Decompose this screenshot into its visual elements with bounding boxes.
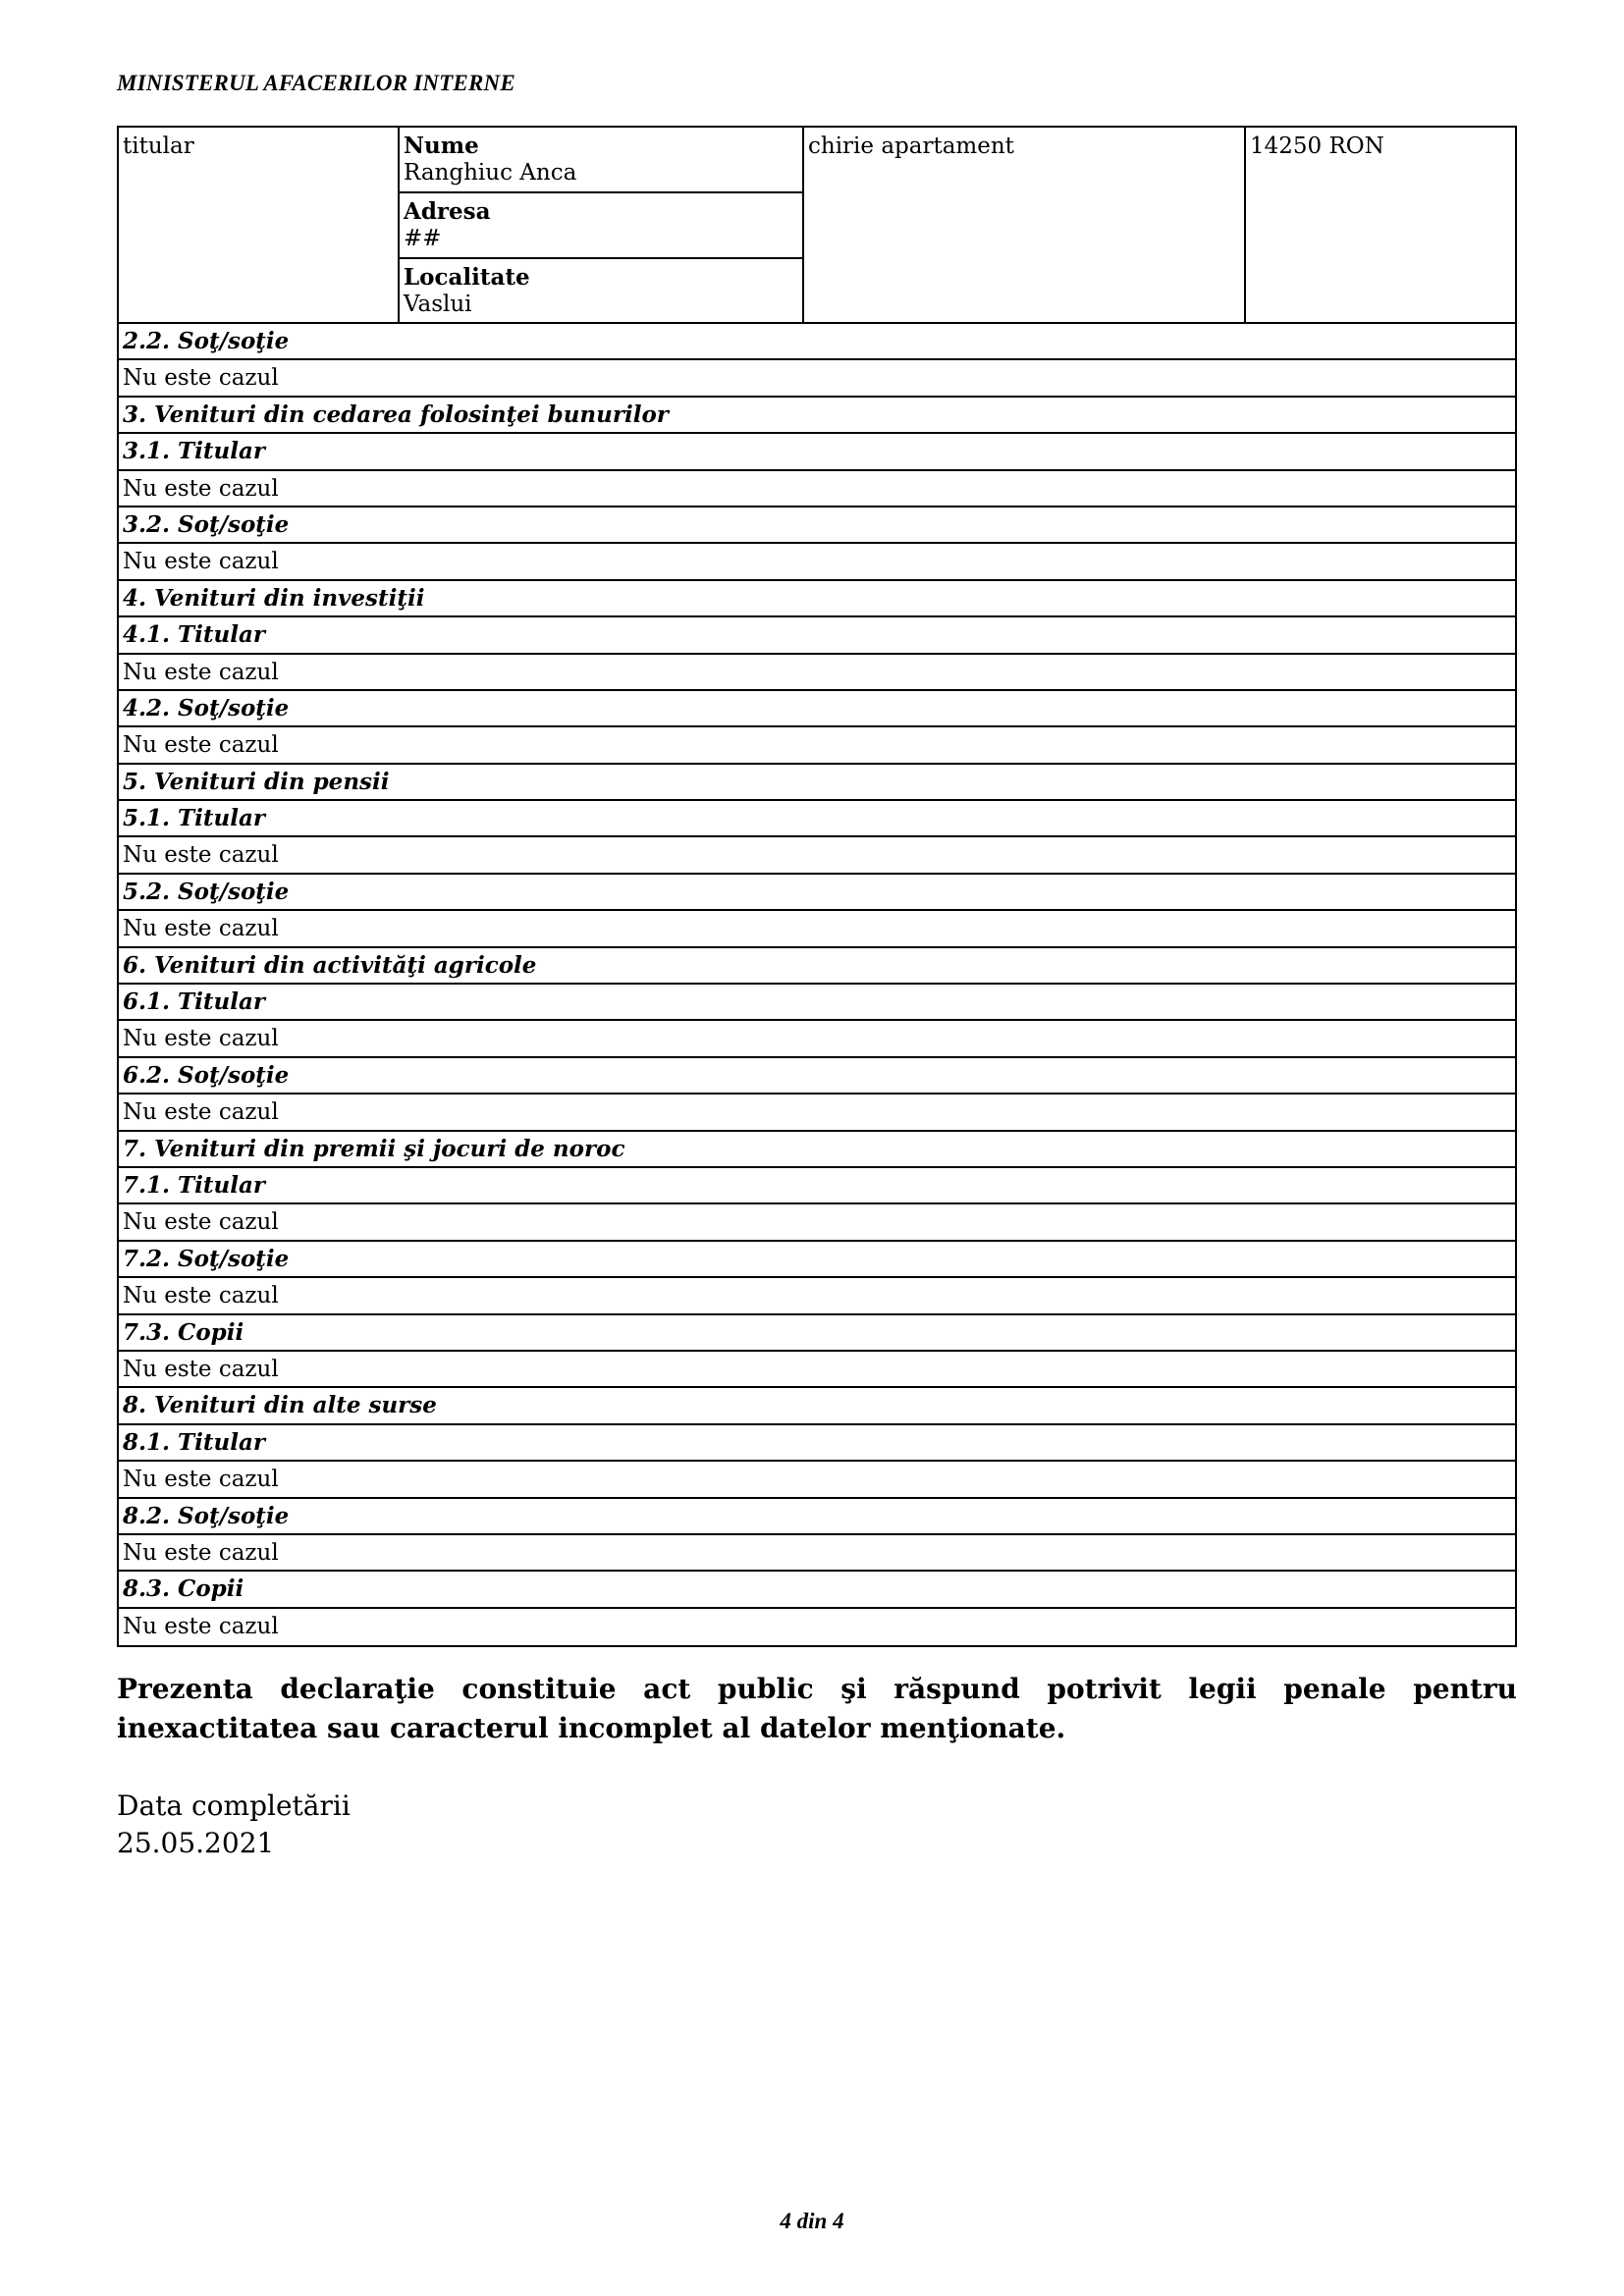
- source-locality-cell: [400, 259, 802, 322]
- completion-date-value: 25.05.2021: [117, 1827, 275, 1859]
- table-row: Nu este cazul: [119, 911, 1515, 947]
- section-heading-row: 5. Venituri din pensii: [119, 765, 1515, 801]
- source-name-label: Nume: [404, 133, 479, 159]
- document-header: MINISTERUL AFACERILOR INTERNE: [117, 71, 515, 95]
- income-sections-table: [117, 324, 1517, 1647]
- section-heading-row: 7.1. Titular: [119, 1168, 1515, 1204]
- section-heading-row: 5.1. Titular: [119, 801, 1515, 837]
- section-heading-row: 4.2. Soţ/soţie: [119, 691, 1515, 727]
- income-source-cell: [400, 128, 804, 322]
- section-heading-row: 6.1. Titular: [119, 985, 1515, 1021]
- table-row: Nu este cazul: [119, 1352, 1515, 1388]
- service-value: chirie apartament: [808, 133, 1014, 159]
- section-heading-row: 7. Venituri din premii şi jocuri de noroc: [119, 1132, 1515, 1168]
- section-heading-row: 2.2. Soţ/soţie: [119, 324, 1515, 360]
- source-name-cell: [400, 128, 802, 193]
- source-name-value: Ranghiuc Anca: [404, 160, 577, 186]
- section-heading-row: 8.1. Titular: [119, 1425, 1515, 1462]
- source-address-cell: [400, 193, 802, 259]
- table-row: Nu este cazul: [119, 1021, 1515, 1057]
- page-number: 4 din 4: [780, 2209, 844, 2233]
- income-source-table: [117, 126, 1517, 324]
- table-row: Nu este cazul: [119, 727, 1515, 764]
- section-heading-row: 4. Venituri din investiţii: [119, 581, 1515, 617]
- section-heading-row: 8.3. Copii: [119, 1572, 1515, 1608]
- section-heading-row: 6. Venituri din activităţi agricole: [119, 948, 1515, 985]
- table-row: Nu este cazul: [119, 544, 1515, 580]
- beneficiary-value: titular: [123, 133, 194, 159]
- table-row: Nu este cazul: [119, 837, 1515, 874]
- section-heading-row: 8. Venituri din alte surse: [119, 1388, 1515, 1424]
- section-heading-row: 7.3. Copii: [119, 1315, 1515, 1352]
- table-row: Nu este cazul: [123, 1613, 279, 1639]
- section-heading-row: 3.1. Titular: [119, 434, 1515, 470]
- table-row: Nu este cazul: [119, 1462, 1515, 1498]
- table-row: Nu este cazul: [119, 1535, 1515, 1572]
- section-heading-row: 3. Venituri din cedarea folosinţei bunurilor: [119, 398, 1515, 434]
- section-heading-row: 4.1. Titular: [119, 617, 1515, 654]
- section-heading-row: 5.2. Soţ/soţie: [119, 875, 1515, 911]
- section-heading-row: 3.2. Soţ/soţie: [119, 507, 1515, 544]
- annual-income-value: 14250 RON: [1250, 133, 1384, 159]
- table-row: Nu este cazul: [119, 360, 1515, 397]
- section-heading-row: 8.2. Soţ/soţie: [119, 1499, 1515, 1535]
- annual-income-cell: [1246, 128, 1515, 322]
- source-locality-label: Localitate: [404, 264, 530, 291]
- section-heading-row: 6.2. Soţ/soţie: [119, 1058, 1515, 1095]
- service-cell: [804, 128, 1246, 322]
- source-locality-value: Vaslui: [404, 292, 472, 317]
- completion-date-label: Data completării: [117, 1789, 351, 1822]
- table-row: Nu este cazul: [119, 655, 1515, 691]
- table-row: Nu este cazul: [119, 471, 1515, 507]
- table-row: Nu este cazul: [119, 1095, 1515, 1131]
- section-heading-row: 7.2. Soţ/soţie: [119, 1242, 1515, 1278]
- source-address-value: ##: [404, 226, 442, 251]
- table-row: Nu este cazul: [119, 1204, 1515, 1241]
- source-address-label: Adresa: [404, 198, 491, 225]
- table-row: Nu este cazul: [119, 1278, 1515, 1314]
- beneficiary-cell: [119, 128, 400, 322]
- declaration-statement: Prezenta declaraţie constituie act public şi răspund potrivit legii penale pentru inexactitatea sau caracterul incomplet al datelor menţionate.: [117, 1673, 1517, 1744]
